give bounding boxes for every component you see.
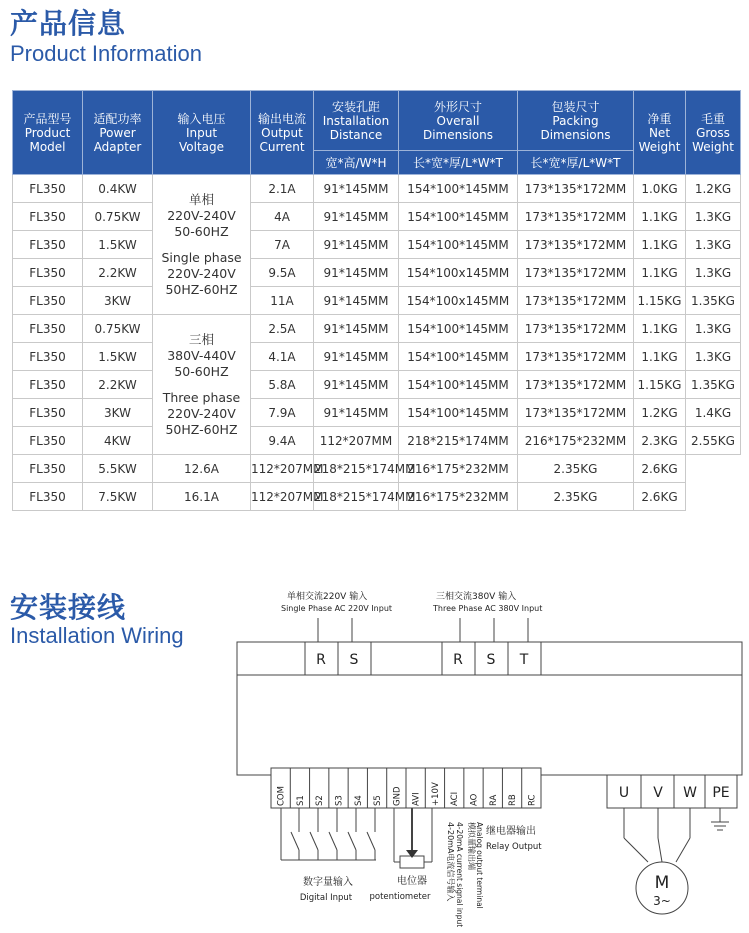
single-phase-label-en: Single Phase AC 220V Input	[281, 604, 393, 613]
cell-power: 7.5KW	[83, 483, 153, 511]
terminal-u: U	[618, 785, 630, 801]
cell-gross: 1.35KG	[686, 287, 741, 315]
motor-sub-label: 3~	[653, 894, 671, 908]
cell-install: 91*145MM	[314, 175, 399, 203]
cell-gross: 2.55KG	[686, 427, 741, 455]
cell-packing: 216*175*232MM	[399, 483, 518, 511]
cell-power: 0.4KW	[83, 175, 153, 203]
cell-install: 112*207MM	[251, 483, 314, 511]
cell-install: 91*145MM	[314, 315, 399, 343]
three-phase-label-en: Three Phase AC 380V Input	[433, 604, 543, 613]
cell-current: 5.8A	[251, 371, 314, 399]
wiring-title-cn: 安装接线	[10, 591, 127, 624]
control-terminal-ra: RA	[488, 794, 499, 806]
cell-overall: 154*100*145MM	[399, 315, 518, 343]
cell-install: 112*207MM	[314, 427, 399, 455]
control-terminal-s5: S5	[373, 795, 384, 806]
control-terminal-rc: RC	[527, 794, 538, 806]
header-sub-wh: 宽*高/W*H	[314, 151, 399, 175]
section-title-en: Product Information	[10, 41, 202, 66]
cell-install: 91*145MM	[314, 287, 399, 315]
terminal-v: V	[653, 785, 663, 801]
cell-net: 2.35KG	[518, 455, 634, 483]
cell-model: FL350	[13, 371, 83, 399]
cell-install: 91*145MM	[314, 371, 399, 399]
potentiometer-label-cn: 电位器	[397, 876, 427, 887]
terminal-three-t: T	[519, 652, 529, 668]
cell-gross: 2.6KG	[634, 455, 686, 483]
cell-net: 1.2KG	[634, 399, 686, 427]
control-terminal-gnd: GND	[392, 786, 403, 806]
cell-packing: 173*135*172MM	[518, 231, 634, 259]
header-sub-lwt-packing: 长*宽*厚/L*W*T	[518, 151, 634, 175]
cell-current: 7A	[251, 231, 314, 259]
control-terminal-s4: S4	[353, 795, 364, 806]
cell-gross: 1.3KG	[686, 231, 741, 259]
cell-net: 1.1KG	[634, 203, 686, 231]
cell-net: 2.35KG	[518, 483, 634, 511]
cell-gross: 1.3KG	[686, 259, 741, 287]
cell-power: 3KW	[83, 287, 153, 315]
cell-overall: 154*100*145MM	[399, 399, 518, 427]
potentiometer-arrow-icon	[406, 850, 418, 858]
cell-packing: 216*175*232MM	[518, 427, 634, 455]
control-terminal-s3: S3	[334, 795, 345, 806]
header-power: 适配功率 Power Adapter	[83, 91, 153, 175]
cell-overall: 154*100*145MM	[399, 231, 518, 259]
switch-s1	[291, 832, 299, 850]
cell-model: FL350	[13, 287, 83, 315]
header-input-voltage: 输入电压 Input Voltage	[153, 91, 251, 175]
control-terminal-plus10v: +10V	[430, 782, 441, 806]
cell-net: 1.1KG	[634, 343, 686, 371]
cell-gross: 1.4KG	[686, 399, 741, 427]
cell-overall: 154*100x145MM	[399, 259, 518, 287]
cell-power: 5.5KW	[83, 455, 153, 483]
cell-overall: 154*100*145MM	[399, 343, 518, 371]
cell-install: 91*145MM	[314, 203, 399, 231]
cell-current: 16.1A	[153, 483, 251, 511]
terminal-three-s: S	[486, 652, 496, 668]
cell-model: FL350	[13, 203, 83, 231]
cell-gross: 1.35KG	[686, 371, 741, 399]
cell-packing: 216*175*232MM	[399, 455, 518, 483]
cell-overall: 218*215*174MM	[399, 427, 518, 455]
cell-net: 2.3KG	[634, 427, 686, 455]
cell-power: 2.2KW	[83, 259, 153, 287]
cell-current: 4.1A	[251, 343, 314, 371]
header-gross-weight: 毛重 Gross Weight	[686, 91, 741, 175]
cell-net: 1.15KG	[634, 287, 686, 315]
cell-current: 7.9A	[251, 399, 314, 427]
terminal-single-s: S	[349, 652, 359, 668]
cell-net: 1.0KG	[634, 175, 686, 203]
relay-label-cn: 继电器输出	[486, 826, 536, 837]
control-terminal-rb: RB	[508, 794, 519, 806]
switch-s5	[367, 832, 375, 850]
cell-power: 4KW	[83, 427, 153, 455]
terminal-w: W	[683, 785, 697, 801]
cell-packing: 173*135*172MM	[518, 175, 634, 203]
header-overall-dimensions: 外形尺寸 Overall Dimensions	[399, 91, 518, 151]
header-model: 产品型号 Product Model	[13, 91, 83, 175]
header-packing-dimensions: 包装尺寸 Packing Dimensions	[518, 91, 634, 151]
cell-power: 1.5KW	[83, 231, 153, 259]
digital-input-label-en: Digital Input	[299, 893, 353, 903]
cell-install: 91*145MM	[314, 343, 399, 371]
cell-net: 1.1KG	[634, 231, 686, 259]
header-output-current: 输出电流 Output Current	[251, 91, 314, 175]
cell-power: 1.5KW	[83, 343, 153, 371]
ao-label-cn: 模拟量输出端	[467, 822, 476, 870]
control-terminal-avi: AVI	[411, 792, 422, 806]
cell-power: 0.75KW	[83, 315, 153, 343]
cell-install: 91*145MM	[314, 259, 399, 287]
control-terminal-s2: S2	[315, 795, 326, 806]
aci-label-cn: 4-20mA电流信号输入	[446, 822, 455, 902]
cell-gross: 1.3KG	[686, 203, 741, 231]
switch-s4	[348, 832, 356, 850]
control-terminal-s1: S1	[295, 795, 306, 806]
input-voltage-three-phase: 三相 380V-440V 50-60HZ Three phase 220V-240V 50HZ-60HZ	[153, 315, 251, 455]
aci-label-en: 4-20mA current signal input	[455, 822, 464, 928]
cell-gross: 1.3KG	[686, 315, 741, 343]
cell-power: 2.2KW	[83, 371, 153, 399]
cell-current: 2.5A	[251, 315, 314, 343]
cell-current: 9.4A	[251, 427, 314, 455]
cell-current: 2.1A	[251, 175, 314, 203]
cell-model: FL350	[13, 483, 83, 511]
ao-label-en: Analog output terminal	[475, 822, 484, 909]
cell-install: 91*145MM	[314, 231, 399, 259]
terminal-pe: PE	[712, 785, 730, 801]
cell-current: 4A	[251, 203, 314, 231]
cell-overall: 218*215*174MM	[314, 483, 399, 511]
cell-packing: 173*135*172MM	[518, 315, 634, 343]
single-phase-label-cn: 单相交流220V 输入	[287, 592, 368, 602]
control-terminal-aci: ACI	[450, 791, 461, 806]
cell-model: FL350	[13, 231, 83, 259]
cell-current: 9.5A	[251, 259, 314, 287]
cell-net: 1.1KG	[634, 259, 686, 287]
cell-packing: 173*135*172MM	[518, 203, 634, 231]
cell-model: FL350	[13, 455, 83, 483]
cell-net: 1.15KG	[634, 371, 686, 399]
switch-s2	[310, 832, 318, 850]
cell-model: FL350	[13, 259, 83, 287]
cell-current: 11A	[251, 287, 314, 315]
cell-model: FL350	[13, 427, 83, 455]
cell-packing: 173*135*172MM	[518, 287, 634, 315]
section-title-cn: 产品信息	[10, 7, 127, 40]
cell-gross: 1.3KG	[686, 343, 741, 371]
relay-label-en: Relay Output	[486, 842, 542, 852]
cell-gross: 2.6KG	[634, 483, 686, 511]
cell-install: 91*145MM	[314, 399, 399, 427]
input-voltage-single-phase: 单相 220V-240V 50-60HZ Single phase 220V-240V 50HZ-60HZ	[153, 175, 251, 315]
inverter-body	[237, 675, 742, 775]
cell-current: 12.6A	[153, 455, 251, 483]
cell-power: 3KW	[83, 399, 153, 427]
cell-packing: 173*135*172MM	[518, 371, 634, 399]
potentiometer-label-en: potentiometer	[369, 892, 431, 902]
digital-input-label-cn: 数字量输入	[303, 877, 353, 888]
cell-overall: 154*100*145MM	[399, 175, 518, 203]
header-sub-lwt: 长*宽*厚/L*W*T	[399, 151, 518, 175]
cell-model: FL350	[13, 343, 83, 371]
cell-packing: 173*135*172MM	[518, 259, 634, 287]
cell-install: 112*207MM	[251, 455, 314, 483]
header-net-weight: 净重 Net Weight	[634, 91, 686, 175]
cell-overall: 154*100*145MM	[399, 371, 518, 399]
cell-overall: 154*100x145MM	[399, 287, 518, 315]
cell-overall: 154*100*145MM	[399, 203, 518, 231]
cell-model: FL350	[13, 175, 83, 203]
cell-gross: 1.2KG	[686, 175, 741, 203]
cell-model: FL350	[13, 399, 83, 427]
wiring-title-en: Installation Wiring	[10, 623, 184, 648]
terminal-three-r: R	[453, 652, 463, 668]
motor-label: M	[654, 873, 670, 893]
header-installation-distance: 安装孔距 Installation Distance	[314, 91, 399, 151]
control-terminal-com: COM	[276, 786, 287, 806]
terminal-single-r: R	[316, 652, 326, 668]
cell-packing: 173*135*172MM	[518, 399, 634, 427]
three-phase-label-cn: 三相交流380V 输入	[436, 592, 517, 602]
cell-overall: 218*215*174MM	[314, 455, 399, 483]
switch-s3	[329, 832, 337, 850]
cell-power: 0.75KW	[83, 203, 153, 231]
cell-model: FL350	[13, 315, 83, 343]
cell-net: 1.1KG	[634, 315, 686, 343]
control-terminal-ao: AO	[469, 793, 480, 806]
cell-packing: 173*135*172MM	[518, 343, 634, 371]
